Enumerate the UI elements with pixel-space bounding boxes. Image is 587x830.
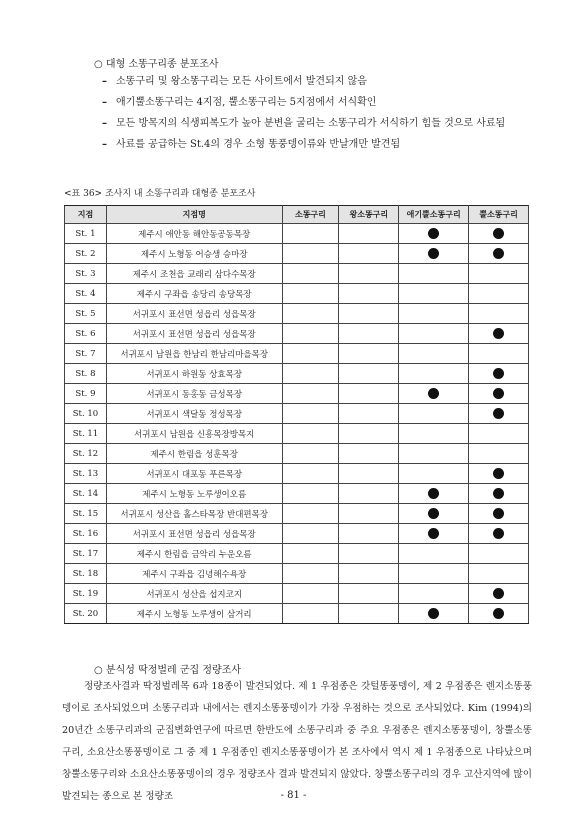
cell-site-id: St. 20 <box>65 604 107 624</box>
cell-presence <box>339 264 399 284</box>
findings-list <box>102 71 542 155</box>
table-row <box>65 544 529 564</box>
cell-site-name: 제주시 조천읍 교래리 삼다수목장 <box>106 264 282 284</box>
presence-dot <box>493 528 504 539</box>
table-row <box>65 604 529 624</box>
cell-presence <box>399 324 469 344</box>
finding-item: – 모든 방목지의 식생피복도가 높아 분변을 굴리는 소똥구리가 서식하기 힘들 것으로 사료됨 <box>102 113 542 134</box>
presence-dot <box>493 388 504 399</box>
presence-dot <box>493 228 504 239</box>
cell-presence <box>399 564 469 584</box>
cell-site-id: St. 5 <box>65 304 107 324</box>
cell-presence <box>282 564 339 584</box>
cell-presence <box>339 504 399 524</box>
header-species-1: 소똥구리 <box>282 206 339 224</box>
cell-site-name: 서귀포시 성산읍 홀스타목장 반대편목장 <box>106 504 282 524</box>
cell-site-name: 서귀포시 대포동 푸른목장 <box>106 464 282 484</box>
table-row <box>65 584 529 604</box>
cell-presence <box>282 584 339 604</box>
table-row <box>65 324 529 344</box>
table-row <box>65 284 529 304</box>
cell-site-name: 제주시 노형동 노루생이오름 <box>106 484 282 504</box>
presence-dot <box>493 588 504 599</box>
cell-presence <box>469 324 529 344</box>
cell-presence <box>399 404 469 424</box>
cell-presence <box>399 344 469 364</box>
finding-item: – 사료를 공급하는 St.4의 경우 소형 똥풍뎅이류와 반날개만 발견됨 <box>102 134 542 155</box>
cell-presence <box>469 544 529 564</box>
cell-site-name: 제주시 한림읍 성훈목장 <box>106 444 282 464</box>
cell-site-name: 서귀포시 표선면 성읍리 성읍목장 <box>106 304 282 324</box>
cell-presence <box>282 264 339 284</box>
cell-site-id: St. 19 <box>65 584 107 604</box>
cell-presence <box>399 284 469 304</box>
cell-presence <box>339 584 399 604</box>
cell-site-name: 제주시 노형동 노루생이 삼거리 <box>106 604 282 624</box>
header-species-2: 왕소똥구리 <box>339 206 399 224</box>
cell-presence <box>469 244 529 264</box>
table-row <box>65 344 529 364</box>
cell-presence <box>282 544 339 564</box>
cell-presence <box>399 224 469 244</box>
presence-dot <box>493 248 504 259</box>
cell-site-name: 서귀포시 표선면 성읍리 성읍목장 <box>106 524 282 544</box>
cell-presence <box>282 364 339 384</box>
cell-presence <box>339 224 399 244</box>
cell-presence <box>339 484 399 504</box>
table-row <box>65 404 529 424</box>
table-row <box>65 504 529 524</box>
cell-site-name: 제주시 애안동 해안동공동목장 <box>106 224 282 244</box>
cell-presence <box>469 584 529 604</box>
cell-presence <box>339 304 399 324</box>
presence-dot <box>493 508 504 519</box>
cell-site-id: St. 8 <box>65 364 107 384</box>
presence-dot <box>493 608 504 619</box>
cell-site-id: St. 17 <box>65 544 107 564</box>
cell-presence <box>339 284 399 304</box>
cell-presence <box>399 424 469 444</box>
cell-presence <box>339 464 399 484</box>
cell-presence <box>469 284 529 304</box>
presence-dot <box>493 368 504 379</box>
cell-site-id: St. 11 <box>65 424 107 444</box>
presence-dot <box>428 228 439 239</box>
presence-dot <box>493 488 504 499</box>
table-row <box>65 364 529 384</box>
cell-site-id: St. 7 <box>65 344 107 364</box>
cell-presence <box>339 364 399 384</box>
table-row <box>65 524 529 544</box>
table-row <box>65 384 529 404</box>
cell-site-id: St. 1 <box>65 224 107 244</box>
cell-presence <box>469 604 529 624</box>
cell-presence <box>469 424 529 444</box>
header-species-3: 애기뿔소똥구리 <box>399 206 469 224</box>
cell-site-id: St. 13 <box>65 464 107 484</box>
header-site-name: 지점명 <box>106 206 282 224</box>
cell-presence <box>282 504 339 524</box>
cell-presence <box>399 464 469 484</box>
cell-presence <box>282 464 339 484</box>
cell-presence <box>282 344 339 364</box>
cell-site-name: 제주시 구좌읍 김녕해수욕장 <box>106 564 282 584</box>
cell-site-name: 서귀포시 남원읍 신흥목장방목지 <box>106 424 282 444</box>
presence-dot <box>428 528 439 539</box>
cell-presence <box>339 404 399 424</box>
header-site: 지점 <box>65 206 107 224</box>
cell-presence <box>469 404 529 424</box>
cell-site-name: 제주시 구좌읍 송당리 송당목장 <box>106 284 282 304</box>
cell-presence <box>282 224 339 244</box>
cell-site-id: St. 6 <box>65 324 107 344</box>
cell-presence <box>339 244 399 264</box>
table-row <box>65 244 529 264</box>
table-row <box>65 444 529 464</box>
cell-site-name: 서귀포시 표선면 성읍리 성읍목장 <box>106 324 282 344</box>
cell-site-name: 서귀포시 하원동 상효목장 <box>106 364 282 384</box>
table-row <box>65 484 529 504</box>
presence-dot <box>493 468 504 479</box>
cell-presence <box>339 344 399 364</box>
cell-presence <box>399 484 469 504</box>
cell-presence <box>399 504 469 524</box>
cell-presence <box>399 304 469 324</box>
table-caption: <표 36> 조사지 내 소똥구리과 대형종 분포조사 <box>64 189 256 199</box>
cell-presence <box>282 444 339 464</box>
table-row <box>65 304 529 324</box>
table-header-row <box>65 206 529 224</box>
table-row <box>65 464 529 484</box>
cell-presence <box>469 384 529 404</box>
presence-dot <box>428 388 439 399</box>
cell-site-name: 제주시 한림읍 금악리 누운오름 <box>106 544 282 564</box>
body-paragraph: 정량조사결과 딱정벌레목 6과 18종이 발견되었다. 제 1 우점종은 갓털똥풍뎅이, 제 2 우점종은 렌지소똥풍뎅이로 조사되었으며 소똥구리과 내에서는 렌지소똥풍뎅이가 가장 우점하는 것으로 조사되었다. Kim (1994)의 20년간 소똥구리과의 군집변화연구에 따르면 한반도에 소똥구리과 중 주요 우점종은 렌지소똥풍뎅이, 창뿔소똥구리, 소요산소똥풍뎅이로 그 중 제 1 우점종인 렌지소똥풍뎅이가 본 조사에서 역시 제 1 우점종으로 나타났으며 창뿔소똥구리와 소요산소똥풍뎅이의 경우 정량조사 결과 발견되지 않았다. 창뿔소똥구리의 경우 고산지역에 많이 발견되는 종으로 본 정량조 <box>62 681 532 802</box>
cell-presence <box>469 344 529 364</box>
cell-presence <box>282 324 339 344</box>
table-row <box>65 564 529 584</box>
cell-presence <box>469 224 529 244</box>
cell-presence <box>339 384 399 404</box>
cell-site-id: St. 16 <box>65 524 107 544</box>
cell-presence <box>469 264 529 284</box>
cell-presence <box>282 284 339 304</box>
cell-presence <box>282 424 339 444</box>
presence-dot <box>428 488 439 499</box>
cell-presence <box>399 584 469 604</box>
table-row <box>65 424 529 444</box>
cell-presence <box>282 604 339 624</box>
cell-presence <box>282 484 339 504</box>
cell-site-id: St. 18 <box>65 564 107 584</box>
cell-presence <box>469 564 529 584</box>
cell-presence <box>399 364 469 384</box>
cell-site-id: St. 10 <box>65 404 107 424</box>
cell-presence <box>339 604 399 624</box>
cell-site-id: St. 4 <box>65 284 107 304</box>
cell-site-id: St. 3 <box>65 264 107 284</box>
table-row <box>65 224 529 244</box>
cell-presence <box>339 424 399 444</box>
presence-dot <box>428 608 439 619</box>
presence-dot <box>428 248 439 259</box>
cell-presence <box>399 444 469 464</box>
cell-presence <box>469 524 529 544</box>
cell-site-id: St. 15 <box>65 504 107 524</box>
cell-presence <box>399 544 469 564</box>
cell-presence <box>282 524 339 544</box>
cell-presence <box>469 304 529 324</box>
presence-dot <box>493 408 504 419</box>
section-heading-distribution: ○ 대형 소똥구리종 분포조사 <box>94 59 219 70</box>
cell-presence <box>282 384 339 404</box>
presence-dot <box>493 328 504 339</box>
cell-presence <box>339 544 399 564</box>
presence-dot <box>428 508 439 519</box>
cell-presence <box>339 444 399 464</box>
finding-item: – 소똥구리 및 왕소똥구리는 모든 사이트에서 발견되지 않음 <box>102 71 542 92</box>
cell-site-name: 서귀포시 색달동 정성목장 <box>106 404 282 424</box>
header-species-4: 뿔소똥구리 <box>469 206 529 224</box>
table-row <box>65 264 529 284</box>
cell-presence <box>399 604 469 624</box>
cell-site-id: St. 9 <box>65 384 107 404</box>
cell-presence <box>469 444 529 464</box>
cell-presence <box>399 244 469 264</box>
cell-presence <box>339 324 399 344</box>
page-number: - 81 - <box>280 790 307 801</box>
cell-presence <box>399 524 469 544</box>
cell-presence <box>282 404 339 424</box>
cell-site-id: St. 12 <box>65 444 107 464</box>
cell-presence <box>282 244 339 264</box>
cell-presence <box>339 564 399 584</box>
cell-site-name: 서귀포시 남원읍 한남리 한남리마을목장 <box>106 344 282 364</box>
cell-presence <box>469 484 529 504</box>
finding-item: – 애기뿔소똥구리는 4지점, 뿔소똥구리는 5지점에서 서식확인 <box>102 92 542 113</box>
cell-presence <box>399 384 469 404</box>
table-body <box>65 224 529 624</box>
cell-presence <box>282 304 339 324</box>
cell-site-name: 제주시 노형동 어승생 승마장 <box>106 244 282 264</box>
cell-site-id: St. 14 <box>65 484 107 504</box>
cell-site-name: 서귀포시 동홍동 금성목장 <box>106 384 282 404</box>
cell-site-id: St. 2 <box>65 244 107 264</box>
cell-presence <box>339 524 399 544</box>
section-heading-quantitative: ○ 분식성 딱정벌레 군집 정량조사 <box>94 665 242 676</box>
distribution-table <box>64 205 529 624</box>
cell-presence <box>399 264 469 284</box>
cell-presence <box>469 364 529 384</box>
cell-presence <box>469 464 529 484</box>
cell-presence <box>469 504 529 524</box>
cell-site-name: 서귀포시 성산읍 섭지코지 <box>106 584 282 604</box>
